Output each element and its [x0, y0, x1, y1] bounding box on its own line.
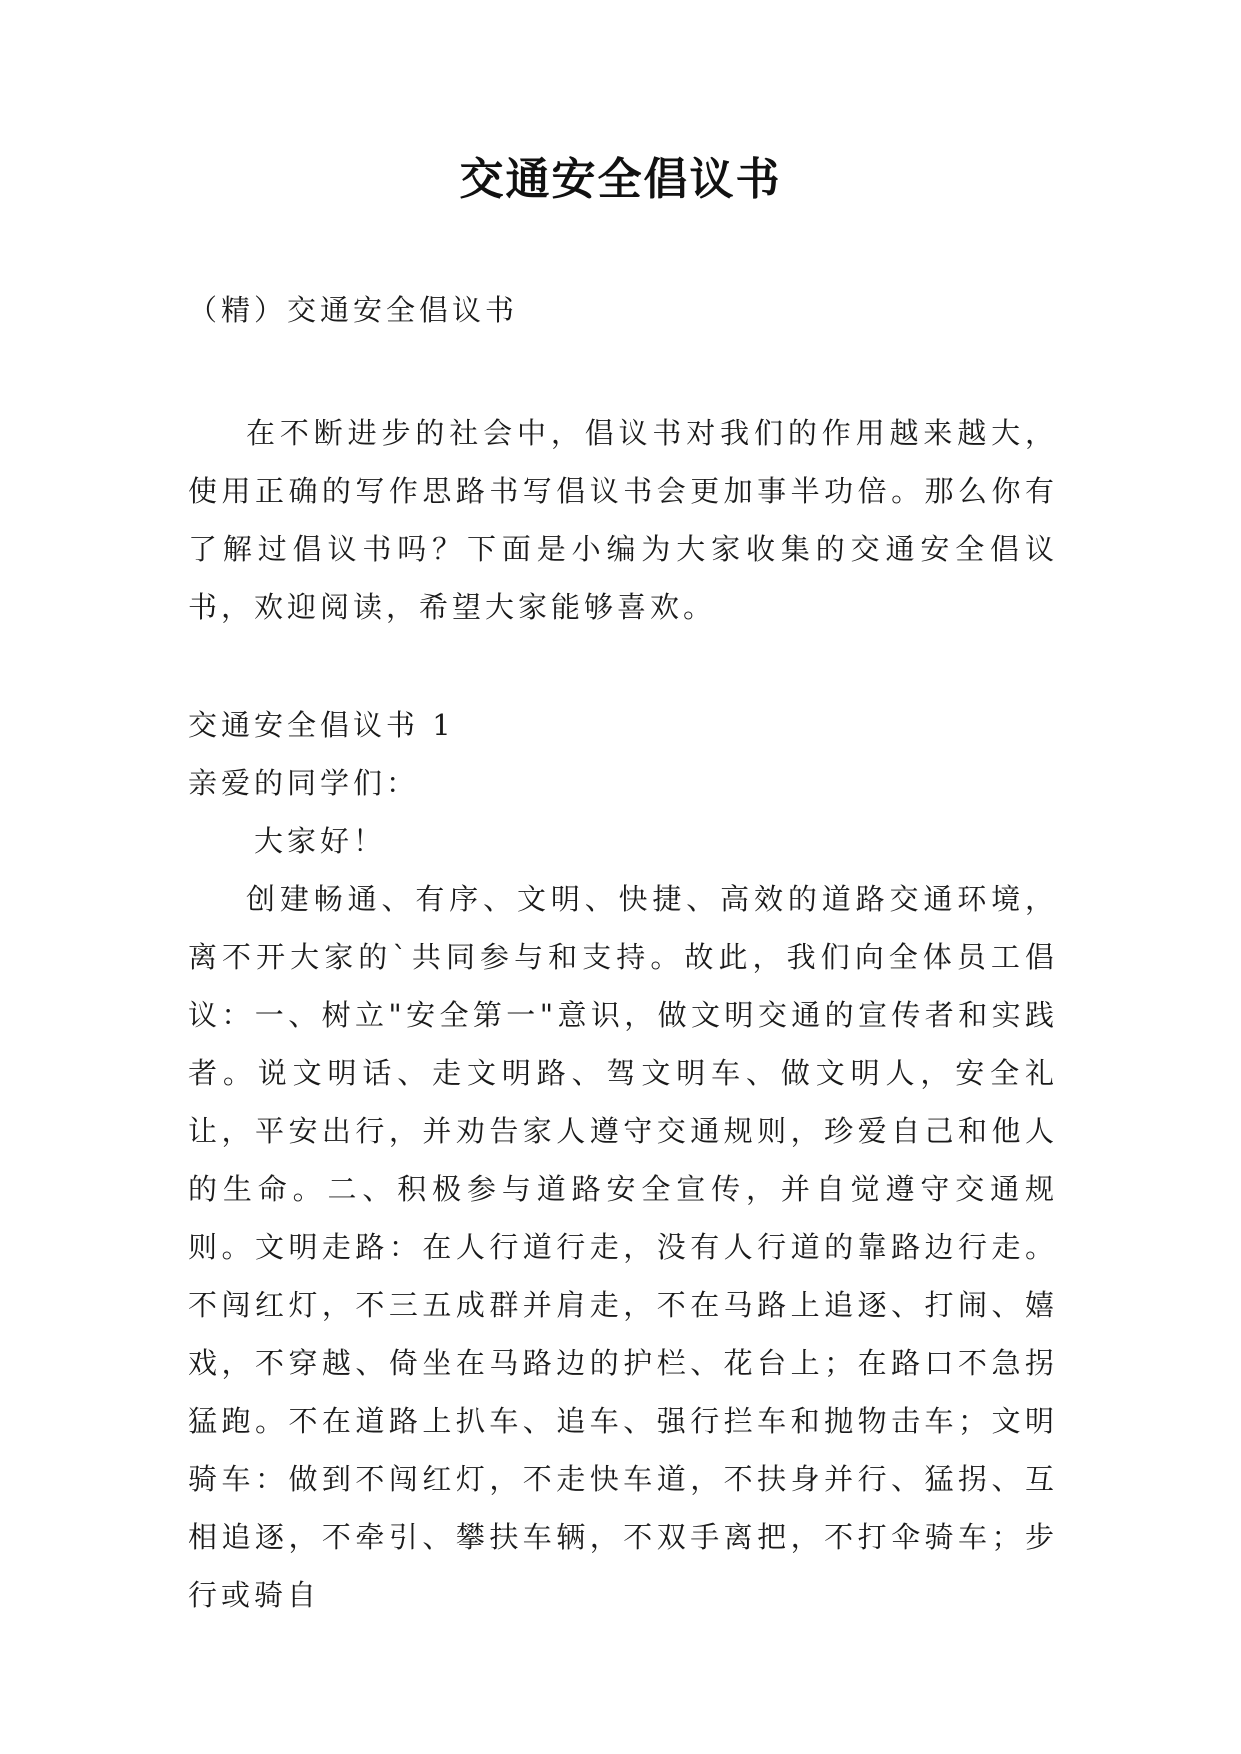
greeting: 大家好！ — [254, 824, 387, 858]
intro-paragraph: 在不断进步的社会中，倡议书对我们的作用越来越大，使用正确的写作思路书写倡议书会更加事半功倍。那么你有了解过倡议书吗？下面是小编为大家收集的交通安全倡议书，欢迎阅读，希望大家能够喜欢。 — [188, 416, 1058, 624]
document-title: 交通安全倡议书 — [459, 154, 782, 205]
section-title: 交通安全倡议书 1 — [188, 708, 455, 742]
salutation: 亲爱的同学们： — [188, 766, 420, 800]
body-paragraph: 创建畅通、有序、文明、快捷、高效的道路交通环境，离不开大家的`共同参与和支持。故此，我们向全体员工倡议：一、树立"安全第一"意识，做文明交通的宣传者和实践者。说文明话、走文明路、驾文明车、做文明人，安全礼让，平安出行，并劝告家人遵守交通规则，珍爱自己和他人的生命。二、积极参与道路安全宣传，并自觉遵守交通规则。文明走路：在人行道行走，没有人行道的靠路边行走。不闯红灯，不三五成群并肩走，不在马路上追逐、打闹、嬉戏，不穿越、倚坐在马路边的护栏、花台上；在路口不急拐猛跑。不在道路上扒车、追车、强行拦车和抛物击车；文明骑车：做到不闯红灯，不走快车道，不扶身并行、猛拐、互相追逐，不牵引、攀扶车辆，不双手离把，不打伞骑车；步行或骑自 — [188, 882, 1058, 1612]
document-subtitle: （精）交通安全倡议书 — [188, 293, 519, 327]
